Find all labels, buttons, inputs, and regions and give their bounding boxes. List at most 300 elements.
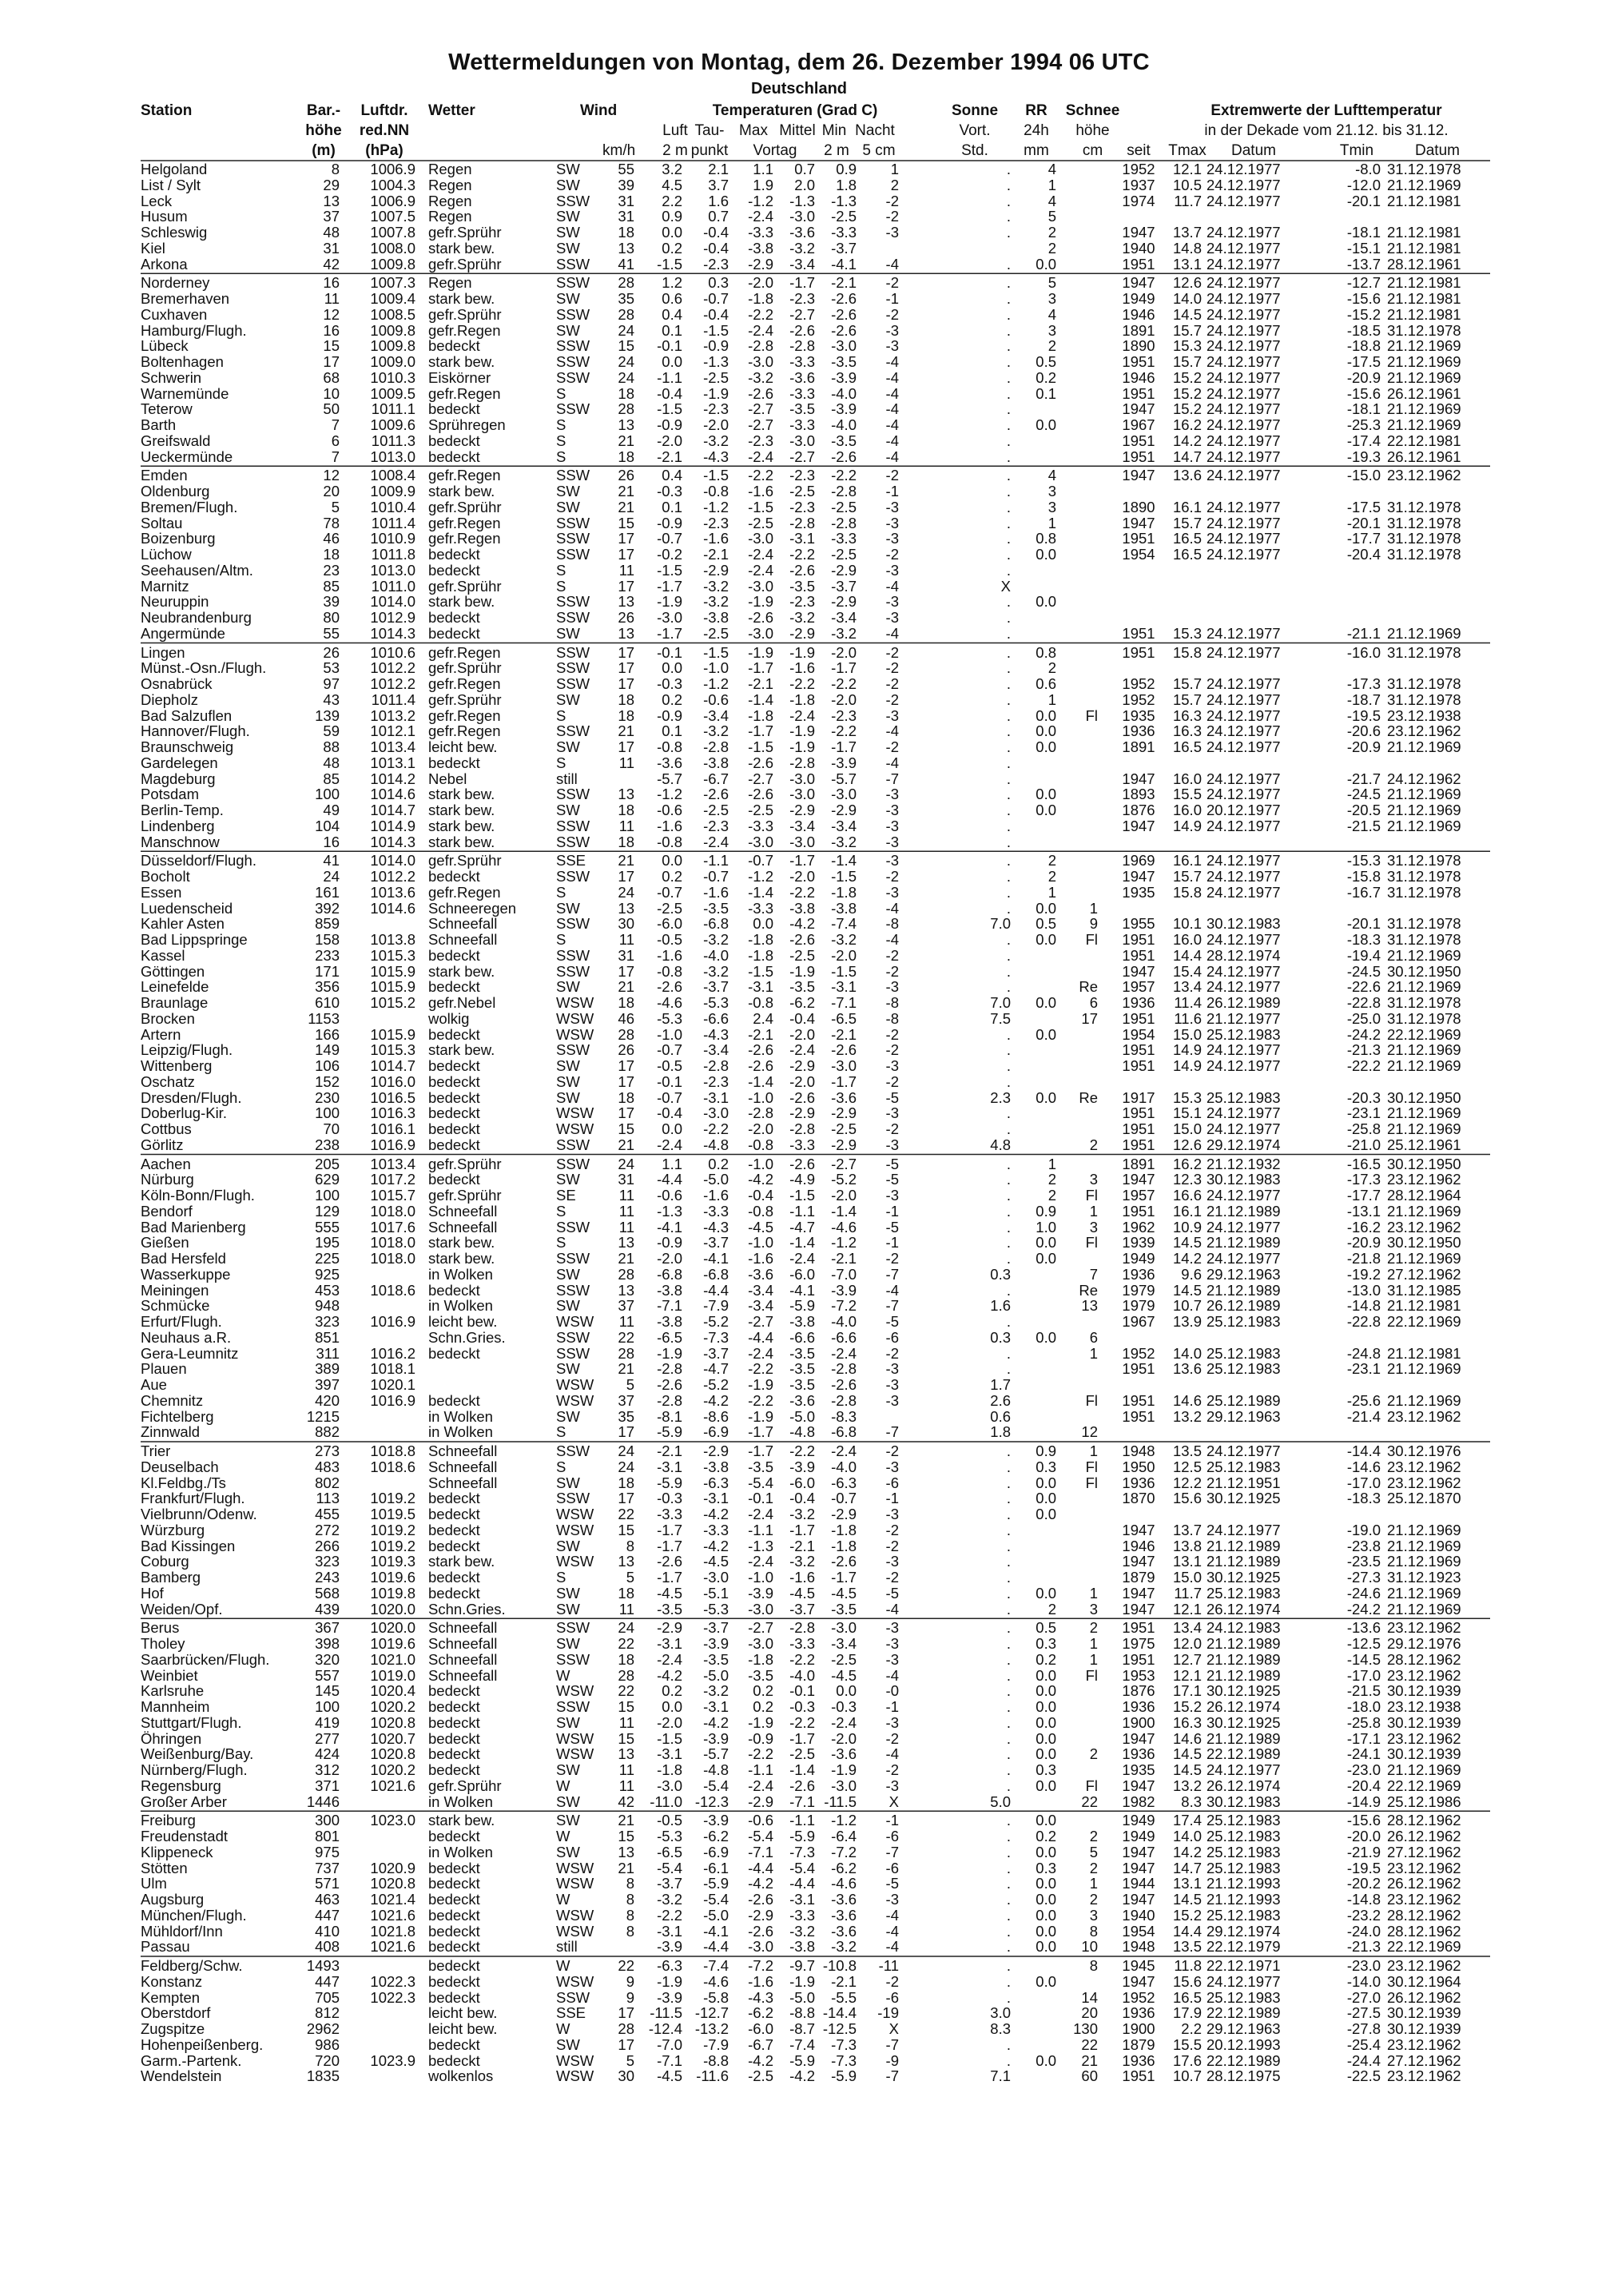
cell: bedeckt — [428, 400, 480, 418]
cell: -3.2 — [831, 1938, 857, 1956]
cell: 11.8 — [1174, 1957, 1202, 1974]
cell: bedeckt — [428, 1072, 480, 1090]
cell: -1.4 — [789, 1761, 815, 1778]
cell: -1.8 — [831, 1521, 857, 1538]
cell: . — [1006, 1025, 1011, 1043]
cell: -5.9 — [703, 1875, 729, 1892]
cell: -2.4 — [703, 833, 729, 850]
cell: SW — [556, 1812, 580, 1829]
cell: -5.4 — [657, 1859, 682, 1876]
cell: 12.7 — [1172, 1650, 1202, 1668]
cell: 1015.9 — [370, 1025, 415, 1043]
cell: 1900 — [1122, 1713, 1155, 1731]
cell: Schneefall — [428, 1650, 498, 1668]
cell: -3.3 — [831, 224, 857, 241]
cell: -4.5 — [703, 1553, 729, 1570]
cell: gefr.Sprühr — [428, 255, 502, 273]
cell: 0.0 — [1036, 1088, 1056, 1106]
cell: 398 — [315, 1635, 340, 1652]
cell: 300 — [315, 1812, 340, 1829]
station-name: Kl.Feldbg./Ts — [141, 1474, 226, 1491]
cell: . — [1006, 224, 1011, 241]
cell: -2 — [885, 1521, 899, 1538]
cell: 0.0 — [1036, 1682, 1056, 1700]
cell: 0.6 — [990, 1407, 1011, 1425]
cell: -6.2 — [748, 2004, 773, 2022]
cell: 18 — [618, 833, 634, 850]
cell: . — [1006, 1957, 1011, 1974]
cell: 100 — [315, 1104, 340, 1122]
cell: 410 — [315, 1922, 340, 1940]
cell: -0.8 — [657, 962, 682, 980]
cell: 2 — [1047, 852, 1056, 869]
cell: -1.6 — [789, 659, 815, 677]
cell: 1893 — [1122, 786, 1155, 803]
cell: SSW — [556, 1442, 590, 1459]
cell: -2.6 — [748, 1891, 773, 1908]
cell: -6.8 — [831, 1423, 857, 1441]
cell: 1954 — [1122, 546, 1155, 563]
cell: -6.6 — [703, 1009, 729, 1027]
cell: 986 — [315, 2035, 340, 2053]
cell: 24 — [618, 353, 634, 370]
cell: stark bew. — [428, 1234, 495, 1251]
cell: 21.12.1969 — [1387, 946, 1461, 964]
cell: 21 — [618, 722, 634, 740]
cell: 29.12.1974 — [1206, 1136, 1281, 1153]
cell: -3.6 — [831, 1891, 857, 1908]
cell: 1952 — [1122, 690, 1155, 708]
cell: 1013.1 — [370, 754, 415, 771]
cell: 13 — [323, 192, 340, 209]
table-row — [0, 2037, 1598, 2053]
cell: 1016.0 — [370, 1072, 415, 1090]
cell: 1951 — [1122, 1202, 1155, 1220]
cell: 0.0 — [1036, 899, 1056, 917]
cell: -7 — [885, 1297, 899, 1315]
cell: 21.12.1969 — [1387, 817, 1461, 834]
cell: 1019.5 — [370, 1506, 415, 1522]
cell: -7.3 — [703, 1328, 729, 1346]
cell: 13.1 — [1172, 255, 1202, 273]
cell: bedeckt — [428, 609, 480, 626]
cell: bedeckt — [428, 1537, 480, 1554]
cell: X — [888, 2020, 899, 2037]
cell: 0.1 — [662, 722, 682, 740]
cell: -1.9 — [657, 593, 682, 611]
cell: 23.12.1962 — [1387, 2067, 1461, 2085]
cell: 1020.4 — [370, 1682, 415, 1700]
cell: leicht bew. — [428, 2004, 498, 2022]
cell: SSW — [556, 1281, 590, 1299]
cell: . — [1006, 2051, 1011, 2069]
cell: . — [1006, 609, 1011, 626]
cell: 0.9 — [662, 208, 682, 225]
cell: -1.9 — [748, 1376, 773, 1393]
cell: 1969 — [1122, 852, 1155, 869]
cell: 859 — [315, 915, 340, 933]
cell: SSW — [556, 1155, 590, 1172]
cell: -3.8 — [703, 1458, 729, 1475]
cell: -7 — [885, 1843, 899, 1860]
cell: -17.7 — [1346, 1187, 1381, 1204]
cell: 15.7 — [1172, 514, 1202, 531]
cell: 25.12.1961 — [1387, 1136, 1461, 1153]
cell: 15 — [618, 1729, 634, 1747]
station-name: Dresden/Flugh. — [141, 1088, 242, 1106]
cell: -0.3 — [789, 1698, 815, 1715]
station-name: Wittenberg — [141, 1057, 213, 1074]
cell: -2.6 — [831, 321, 857, 339]
cell: 408 — [315, 1938, 340, 1956]
cell: -5 — [885, 1171, 899, 1188]
cell: 21.12.1981 — [1387, 305, 1461, 323]
cell: . — [1006, 416, 1011, 433]
cell: -4.2 — [703, 1713, 729, 1731]
cell: 10.5 — [1172, 176, 1202, 193]
cell: 272 — [315, 1521, 340, 1538]
cell: -2.4 — [748, 208, 773, 225]
cell: 25.12.1983 — [1206, 1584, 1281, 1602]
cell: 14 — [1081, 1988, 1098, 2006]
cell: 25.12.1986 — [1387, 1793, 1461, 1810]
cell: -3.0 — [748, 833, 773, 850]
cell: WSW — [556, 1025, 594, 1043]
cell: 1011.0 — [371, 577, 415, 595]
cell: -21.3 — [1346, 1938, 1381, 1956]
cell: -1.2 — [703, 498, 729, 515]
cell: in Wolken — [428, 1793, 493, 1810]
cell: Re — [1079, 1088, 1098, 1106]
cell: 801 — [315, 1828, 340, 1844]
cell: -25.8 — [1346, 1713, 1381, 1731]
cell: -4 — [885, 1922, 899, 1940]
page-subtitle: Deutschland — [750, 80, 848, 97]
cell: -1.7 — [657, 624, 682, 642]
cell: 16.2 — [1172, 416, 1202, 433]
cell: 0.0 — [1036, 255, 1056, 273]
cell: -2.5 — [831, 208, 857, 225]
cell: -0.9 — [657, 416, 682, 433]
station-name: Deuselbach — [141, 1458, 219, 1475]
cell: -1.7 — [748, 1442, 773, 1459]
cell: 397 — [315, 1376, 340, 1393]
cell: WSW — [556, 1313, 594, 1330]
cell: -3.5 — [789, 978, 815, 996]
cell: -0.8 — [748, 994, 773, 1011]
cell: -11.5 — [824, 1793, 857, 1810]
cell: 1013.4 — [370, 738, 415, 755]
cell: . — [1006, 722, 1011, 740]
cell: -0.3 — [657, 483, 682, 499]
table-row — [0, 1620, 1598, 1636]
cell: 24.12.1977 — [1206, 1041, 1281, 1059]
cell: 10 — [1081, 1938, 1098, 1956]
cell: 1014.3 — [370, 833, 415, 850]
cell: 1020.1 — [370, 1376, 415, 1393]
cell: 0.3 — [708, 274, 729, 292]
cell: -3 — [885, 1376, 899, 1393]
cell: 24.12.1977 — [1206, 738, 1281, 755]
cell: Schneefall — [428, 1666, 498, 1684]
cell: SW — [556, 498, 580, 515]
cell: S — [556, 1569, 566, 1586]
station-name: Norderney — [141, 274, 210, 292]
cell: -4.8 — [703, 1761, 729, 1778]
cell: 1023.9 — [370, 2051, 415, 2069]
cell: . — [1006, 1057, 1011, 1074]
cell: 22.12.1969 — [1387, 1313, 1461, 1330]
cell: -3.7 — [831, 239, 857, 257]
cell: WSW — [556, 1972, 594, 1990]
cell: 1011.3 — [371, 432, 415, 449]
cell: 11 — [618, 817, 634, 834]
cell: 55 — [323, 624, 340, 642]
cell: -3.0 — [789, 786, 815, 803]
cell: -1.6 — [703, 530, 729, 547]
cell: -4.5 — [831, 1666, 857, 1684]
cell: 1012.2 — [370, 868, 415, 885]
cell: 1021.6 — [370, 1906, 415, 1924]
cell: 12.1 — [1172, 161, 1202, 177]
header-schnee: Schnee — [1065, 102, 1120, 119]
cell: 26 — [618, 467, 634, 484]
station-name: Greifswald — [141, 432, 211, 449]
cell: -2.4 — [789, 1250, 815, 1267]
cell: -2.7 — [748, 1313, 773, 1330]
cell: 24 — [618, 883, 634, 901]
cell: 1020.8 — [370, 1713, 415, 1731]
cell: -1 — [885, 483, 899, 499]
cell: 12.1 — [1172, 1600, 1202, 1618]
cell: 1940 — [1122, 1906, 1155, 1924]
cell: -2.9 — [831, 593, 857, 611]
cell: Eiskörner — [428, 368, 491, 386]
cell: . — [1006, 1729, 1011, 1747]
cell: . — [1006, 561, 1011, 579]
cell: 22 — [618, 1682, 634, 1700]
cell: 21.12.1969 — [1387, 368, 1461, 386]
cell: 1947 — [1122, 1600, 1155, 1618]
station-name: Trier — [141, 1442, 171, 1459]
cell: 0.3 — [990, 1265, 1011, 1283]
station-name: Lübeck — [141, 337, 189, 355]
station-name: Zugspitze — [141, 2020, 205, 2037]
cell: 28 — [618, 1344, 634, 1362]
station-name: Teterow — [141, 400, 193, 418]
cell: -1 — [885, 290, 899, 307]
cell: gefr.Sprühr — [428, 498, 502, 515]
cell: -1.4 — [748, 883, 773, 901]
cell: 5.0 — [990, 1793, 1011, 1810]
cell: -6.4 — [831, 1828, 857, 1844]
cell: 78 — [323, 514, 340, 531]
cell: 23.12.1962 — [1387, 1957, 1461, 1974]
station-name: Hof — [141, 1584, 164, 1602]
cell: 23.12.1962 — [1387, 1407, 1461, 1425]
cell: 28.12.1974 — [1206, 946, 1281, 964]
cell: -3.6 — [748, 1265, 773, 1283]
cell: -2.5 — [831, 1120, 857, 1137]
station-name: Wasserkuppe — [141, 1265, 231, 1283]
cell: 21.12.1969 — [1387, 1250, 1461, 1267]
cell: . — [1006, 176, 1011, 193]
cell: -1.6 — [748, 1250, 773, 1267]
cell: 1948 — [1122, 1442, 1155, 1459]
cell: -22.2 — [1346, 1057, 1381, 1074]
cell: 0.0 — [1036, 1812, 1056, 1829]
cell: 13.7 — [1172, 224, 1202, 241]
cell: 0.0 — [1036, 1713, 1056, 1731]
cell: -6.3 — [703, 1474, 729, 1491]
cell: in Wolken — [428, 1265, 493, 1283]
cell: -3.3 — [789, 384, 815, 402]
cell: -2.3 — [703, 1072, 729, 1090]
header-nacht: Nacht — [855, 122, 895, 139]
cell: 1020.8 — [370, 1745, 415, 1763]
cell: 453 — [315, 1281, 340, 1299]
cell: -0.8 — [657, 833, 682, 850]
cell: 26 — [618, 609, 634, 626]
cell: 22 — [1081, 2035, 1098, 2053]
cell: -0.4 — [748, 1187, 773, 1204]
cell: -4 — [885, 754, 899, 771]
cell: -3.4 — [831, 817, 857, 834]
cell: -21.5 — [1346, 817, 1381, 834]
cell: 21.12.1977 — [1206, 1009, 1281, 1027]
cell: 0.0 — [662, 224, 682, 241]
station-name: Oberstdorf — [141, 2004, 211, 2022]
cell: -3.9 — [657, 1988, 682, 2006]
cell: 0.0 — [1036, 546, 1056, 563]
header-schnee-2: höhe — [1075, 122, 1110, 139]
cell: 25.12.1983 — [1206, 1906, 1281, 1924]
header-luftdr: Luftdr. — [360, 102, 408, 119]
cell: SSE — [556, 2004, 586, 2022]
cell: 1951 — [1122, 1650, 1155, 1668]
cell: 30.12.1950 — [1387, 1234, 1461, 1251]
table-row — [0, 1235, 1598, 1251]
cell: SSW — [556, 1698, 590, 1715]
cell: 1936 — [1122, 1474, 1155, 1491]
table-row — [0, 1058, 1598, 1074]
cell: -17.4 — [1346, 432, 1381, 449]
table-row — [0, 1990, 1598, 2006]
cell: gefr.Regen — [428, 530, 501, 547]
cell: 16.0 — [1172, 802, 1202, 818]
cell: 15.0 — [1172, 1569, 1202, 1586]
cell: 392 — [315, 899, 340, 917]
table-row — [0, 1298, 1598, 1314]
cell: -3.1 — [657, 1922, 682, 1940]
cell: stark bew. — [428, 1041, 495, 1059]
cell: 14.6 — [1172, 1729, 1202, 1747]
cell: -3.4 — [703, 706, 729, 724]
cell: 4 — [1047, 161, 1056, 177]
cell: 21.12.1989 — [1206, 1553, 1281, 1570]
cell: 1018.1 — [370, 1360, 415, 1378]
cell: 17 — [618, 962, 634, 980]
cell: -6.8 — [703, 1265, 729, 1283]
cell: 30.12.1964 — [1387, 1972, 1461, 1990]
cell: 24.12.1977 — [1206, 161, 1281, 177]
cell: -0.7 — [657, 530, 682, 547]
header-luft: Luft — [662, 122, 688, 139]
station-name: München/Flugh. — [141, 1906, 247, 1924]
cell: SSE — [556, 852, 586, 869]
cell: 1.6 — [990, 1297, 1011, 1315]
header-datum-max: Datum — [1231, 142, 1276, 159]
cell: . — [1006, 690, 1011, 708]
station-name: Wendelstein — [141, 2067, 222, 2085]
table-row — [0, 1602, 1598, 1618]
cell: -1.5 — [657, 400, 682, 418]
cell: -2.8 — [789, 1619, 815, 1637]
cell: 1946 — [1122, 305, 1155, 323]
cell: 5 — [626, 1569, 634, 1586]
cell: 7.0 — [990, 994, 1011, 1011]
cell: -17.3 — [1346, 1171, 1381, 1188]
cell: -2.9 — [789, 1057, 815, 1074]
cell: 1.8 — [990, 1423, 1011, 1441]
cell: SW — [556, 1600, 580, 1618]
cell: -3.7 — [703, 978, 729, 996]
cell: -3 — [885, 593, 899, 611]
table-row — [0, 1506, 1598, 1522]
cell: 0.1 — [662, 321, 682, 339]
cell: -2.0 — [748, 274, 773, 292]
cell: Schneefall — [428, 1442, 498, 1459]
cell: -0.9 — [657, 514, 682, 531]
cell: -24.4 — [1346, 2051, 1381, 2069]
cell: -7.1 — [831, 994, 857, 1011]
cell: -7.9 — [703, 1297, 729, 1315]
cell: 0.7 — [794, 161, 815, 177]
cell: -3 — [885, 1635, 899, 1652]
cell: 31.12.1978 — [1387, 1009, 1461, 1027]
cell: -3 — [885, 609, 899, 626]
cell: 1979 — [1122, 1281, 1155, 1299]
cell: -2.2 — [831, 722, 857, 740]
cell: -4.0 — [831, 1458, 857, 1475]
station-name: Kempten — [141, 1988, 201, 2006]
cell: 17 — [618, 675, 634, 692]
cell: 23.12.1962 — [1387, 2035, 1461, 2053]
cell: SSW — [556, 368, 590, 386]
cell: -4.4 — [657, 1171, 682, 1188]
cell: 24.12.1977 — [1206, 706, 1281, 724]
cell: -1.7 — [657, 1521, 682, 1538]
cell: 15.0 — [1172, 1120, 1202, 1137]
cell: SSW — [556, 192, 590, 209]
cell: 16.6 — [1172, 1187, 1202, 1204]
cell: 14.0 — [1172, 1344, 1202, 1362]
cell: -20.9 — [1346, 368, 1381, 386]
station-name: Neubrandenburg — [141, 609, 252, 626]
cell: -2 — [885, 1025, 899, 1043]
cell: SSW — [556, 962, 590, 980]
cell: gefr.Regen — [428, 384, 501, 402]
cell: 24.12.1977 — [1206, 400, 1281, 418]
cell: -21.7 — [1346, 770, 1381, 787]
station-name: Lüchow — [141, 546, 192, 563]
cell: -3 — [885, 802, 899, 818]
cell: 13.8 — [1172, 1537, 1202, 1554]
cell: 31 — [618, 208, 634, 225]
cell: 0.2 — [753, 1698, 773, 1715]
cell: -4.5 — [831, 1584, 857, 1602]
table-row — [0, 916, 1598, 932]
